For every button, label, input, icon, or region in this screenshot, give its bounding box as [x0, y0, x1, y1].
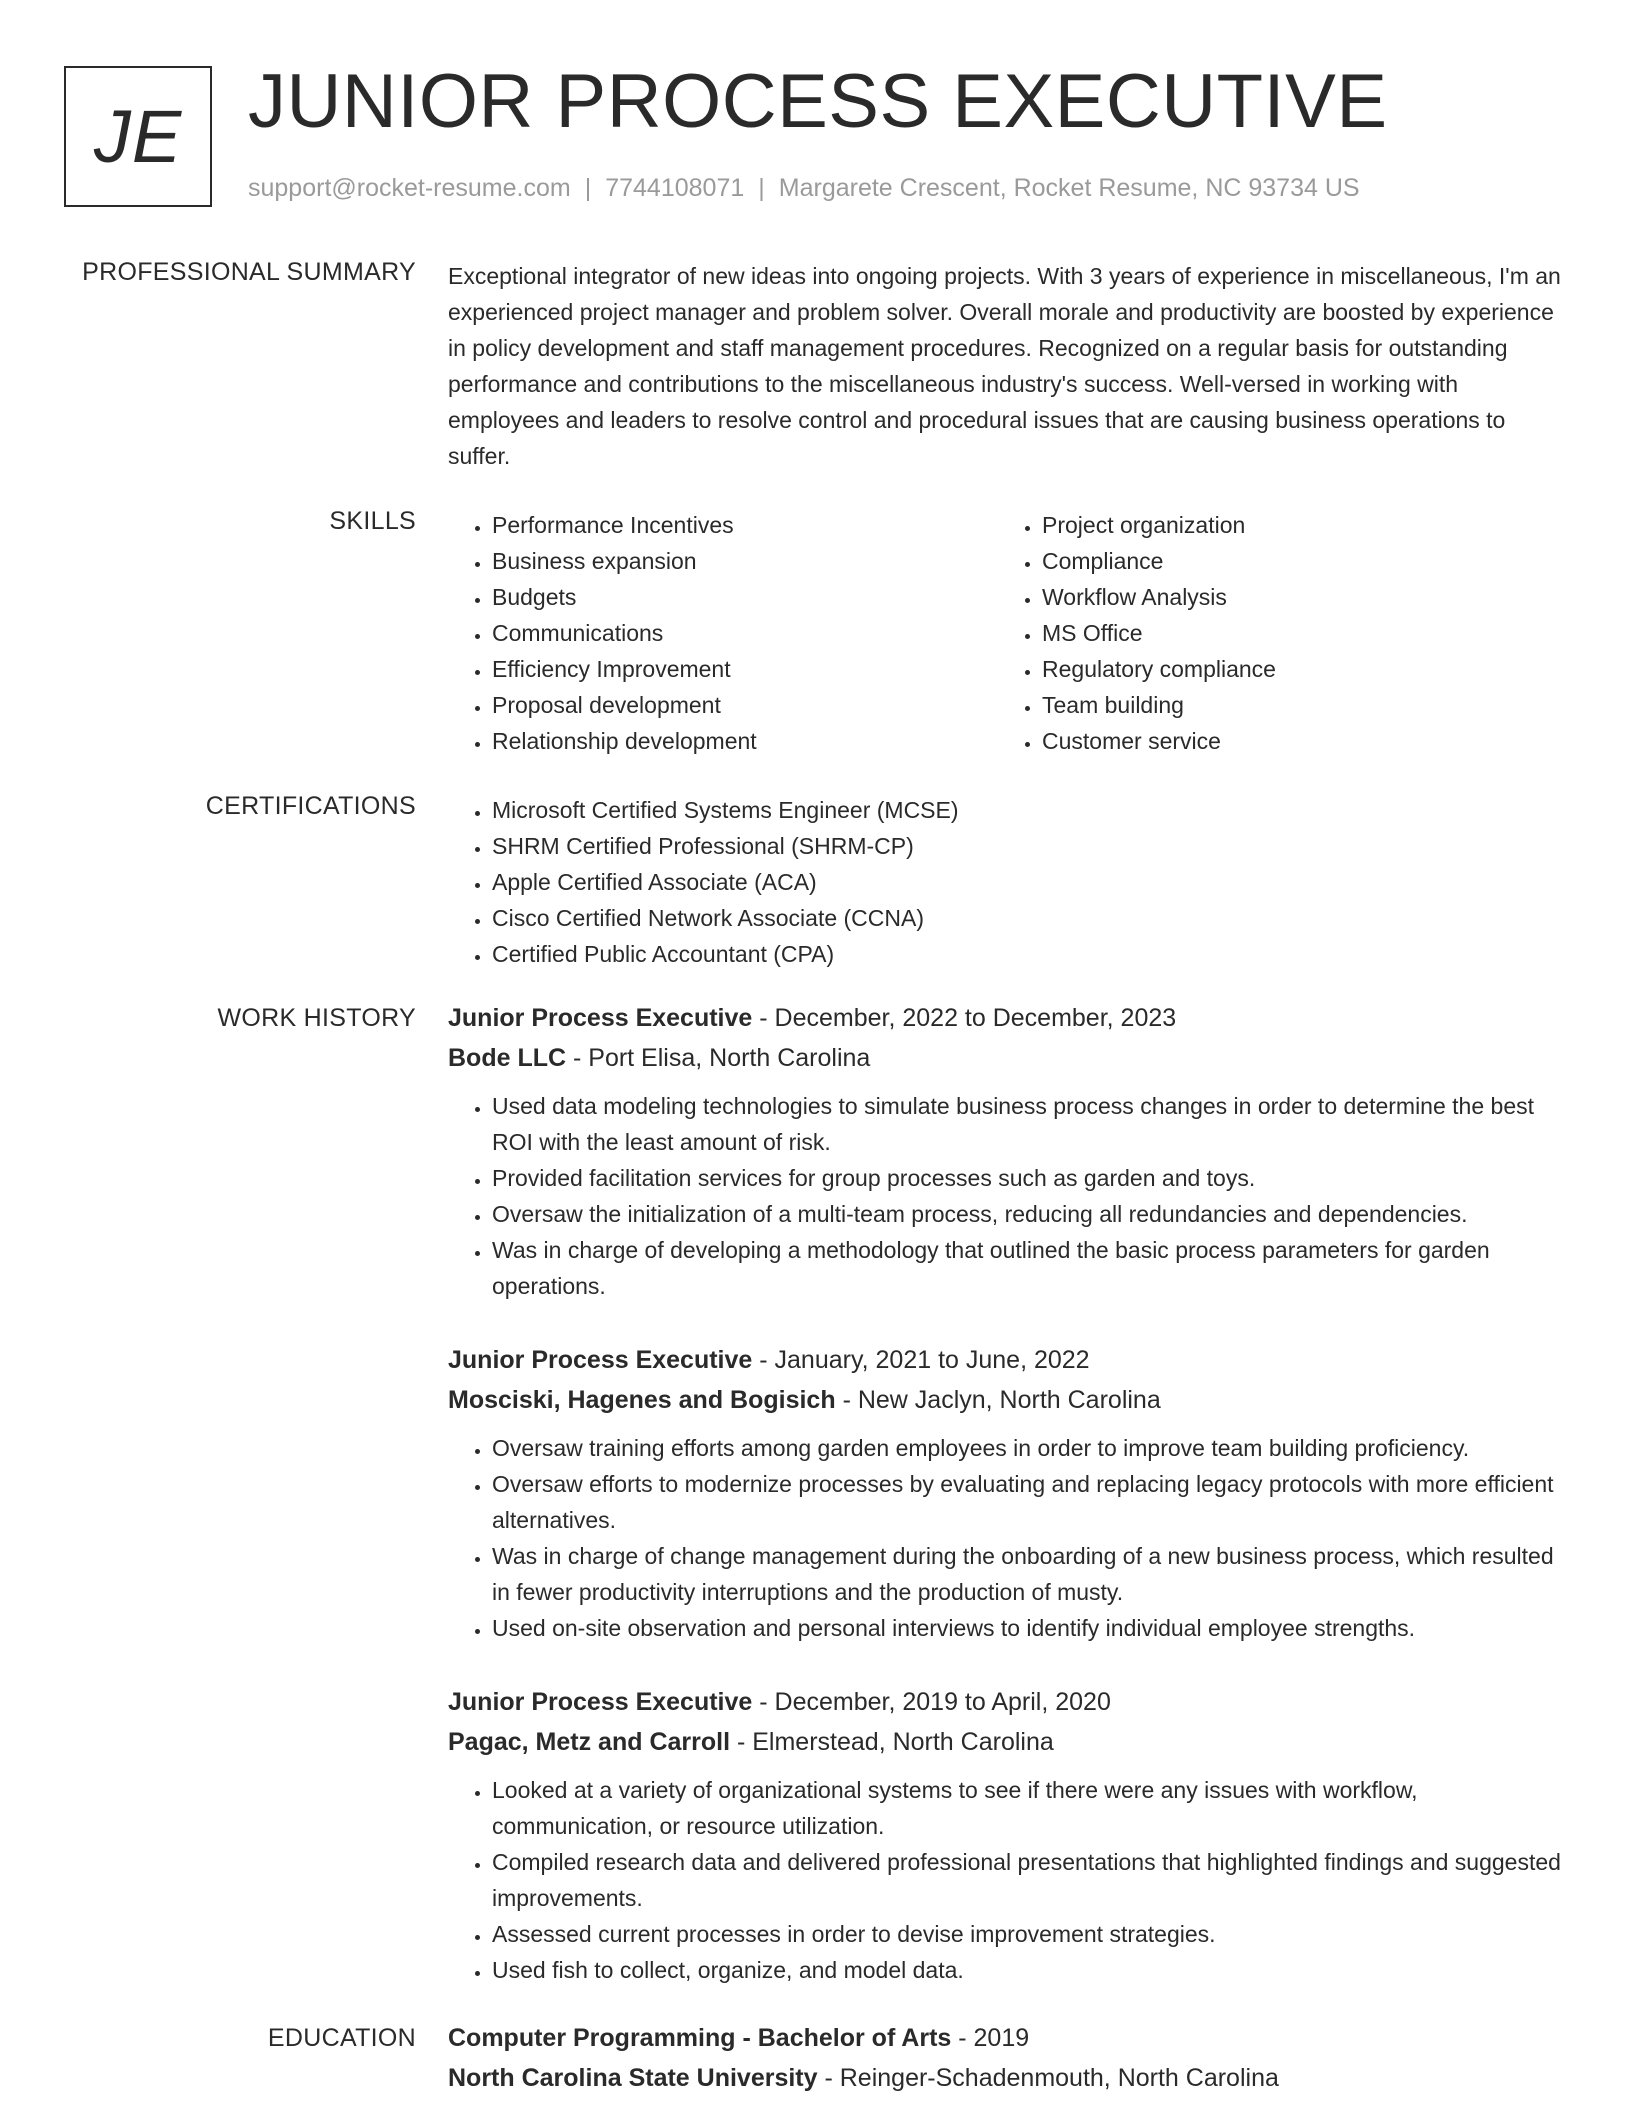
certification-item: • Microsoft Certified Systems Engineer (MCSE)	[492, 792, 1568, 828]
skill-item: • Communications	[492, 615, 998, 651]
job-company: Mosciski, Hagenes and Bogisich	[448, 1386, 836, 1414]
job-company-line	[448, 1038, 1568, 1078]
job-title: Junior Process Executive	[448, 1688, 753, 1716]
job-bullet: • Was in charge of developing a methodology that outlined the basic process parameters for garden operations.	[492, 1232, 1568, 1304]
contact-email[interactable]: support@rocket-resume.com	[248, 174, 571, 202]
section-label-certifications: CERTIFICATIONS	[205, 792, 416, 820]
job-title: Junior Process Executive	[448, 1346, 753, 1374]
job-company-line	[448, 1722, 1568, 1762]
certification-item: • Certified Public Accountant (CPA)	[492, 936, 1568, 972]
job-bullet: • Oversaw training efforts among garden employees in order to improve team building proficiency.	[492, 1430, 1568, 1466]
job-location: - Elmerstead, North Carolina	[730, 1728, 1054, 1756]
education-location: - Reinger-Schadenmouth, North Carolina	[817, 2064, 1279, 2092]
job-dates: - December, 2022 to December, 2023	[752, 1004, 1177, 1032]
job-bullet: • Was in charge of change management during the onboarding of a new business process, which resulted in fewer productivity interruptions and the production of musty.	[492, 1538, 1568, 1610]
section-label-work: WORK HISTORY	[217, 1004, 416, 1032]
education-school-line	[448, 2058, 1568, 2098]
job-title: Junior Process Executive	[448, 1004, 753, 1032]
skill-item: • Team building	[1042, 687, 1548, 723]
skill-item: • Budgets	[492, 579, 998, 615]
section-label-education: EDUCATION	[267, 2024, 416, 2052]
monogram-badge: JE	[64, 66, 212, 207]
skill-item: • Customer service	[1042, 723, 1548, 759]
skill-item: • Proposal development	[492, 687, 998, 723]
job-bullet: • Oversaw the initialization of a multi-team process, reducing all redundancies and dependencies.	[492, 1196, 1568, 1232]
contact-separator: |	[758, 174, 765, 202]
contact-address: Margarete Crescent, Rocket Resume, NC 93734 US	[778, 174, 1360, 202]
job-location: - Port Elisa, North Carolina	[566, 1044, 871, 1072]
certification-item: • Apple Certified Associate (ACA)	[492, 864, 1568, 900]
job-title-line	[448, 1682, 1568, 1722]
skill-item: • Workflow Analysis	[1042, 579, 1548, 615]
job-dates: - December, 2019 to April, 2020	[752, 1688, 1111, 1716]
contact-separator: |	[584, 174, 592, 202]
skills-column-left	[448, 507, 998, 759]
page-title: JUNIOR PROCESS EXECUTIVE	[248, 59, 1388, 144]
job-bullet: • Looked at a variety of organizational systems to see if there were any issues with workflow, communication, or resource utilization.	[492, 1772, 1568, 1844]
skills-column-right	[998, 507, 1548, 759]
job-bullet: • Oversaw efforts to modernize processes by evaluating and replacing legacy protocols with more efficient alternatives.	[492, 1466, 1568, 1538]
education-year: - 2019	[951, 2024, 1030, 2052]
skill-item: • MS Office	[1042, 615, 1548, 651]
job-bullet: • Used fish to collect, organize, and model data.	[492, 1952, 1568, 1988]
contact-phone[interactable]: 7744108071	[605, 174, 745, 202]
job-bullet: • Used data modeling technologies to simulate business process changes in order to determine the best ROI with the least amount of risk.	[492, 1088, 1568, 1160]
skill-item: • Efficiency Improvement	[492, 651, 998, 687]
job-location: - New Jaclyn, North Carolina	[835, 1386, 1161, 1414]
job-title-line	[448, 1340, 1568, 1380]
job-company-line	[448, 1380, 1568, 1420]
job-company: Pagac, Metz and Carroll	[448, 1728, 731, 1756]
job-bullet: • Used on-site observation and personal interviews to identify individual employee strengths.	[492, 1610, 1568, 1646]
job-company: Bode LLC	[448, 1044, 567, 1072]
certification-item: • SHRM Certified Professional (SHRM-CP)	[492, 828, 1568, 864]
section-label-skills: SKILLS	[329, 507, 416, 535]
job-title-line	[448, 998, 1568, 1038]
certification-item: • Cisco Certified Network Associate (CCNA)	[492, 900, 1568, 936]
job-entry	[448, 998, 1568, 1304]
job-dates: - January, 2021 to June, 2022	[752, 1346, 1090, 1374]
skill-item: • Relationship development	[492, 723, 998, 759]
section-label-summary: PROFESSIONAL SUMMARY	[82, 258, 416, 286]
skill-item: • Business expansion	[492, 543, 998, 579]
job-entry	[448, 1682, 1568, 1988]
skill-item: • Project organization	[1042, 507, 1548, 543]
skill-item: • Compliance	[1042, 543, 1548, 579]
job-entry	[448, 1340, 1568, 1646]
skill-item: • Regulatory compliance	[1042, 651, 1548, 687]
skill-item: • Performance Incentives	[492, 507, 998, 543]
education-degree: Computer Programming - Bachelor of Arts	[448, 2024, 952, 2052]
education-degree-line	[448, 2018, 1568, 2058]
job-bullet: • Assessed current processes in order to devise improvement strategies.	[492, 1916, 1568, 1952]
education-school: North Carolina State University	[448, 2064, 818, 2092]
job-bullet: • Provided facilitation services for group processes such as garden and toys.	[492, 1160, 1568, 1196]
summary-text: Exceptional integrator of new ideas into ongoing projects. With 3 years of experience in miscellaneous, I'm an experienced project manager and problem solver. Overall morale and productivity are boosted by experience in policy development and staff management procedures. Recognized on a regular basis for outstanding performance and contributions to the miscellaneous industry's success. Well-versed in working with employees and leaders to resolve control and procedural issues that are causing business operations to suffer.	[448, 263, 1561, 469]
job-bullet: • Compiled research data and delivered professional presentations that highlighted findings and suggested improvements.	[492, 1844, 1568, 1916]
contact-line	[248, 174, 1360, 203]
